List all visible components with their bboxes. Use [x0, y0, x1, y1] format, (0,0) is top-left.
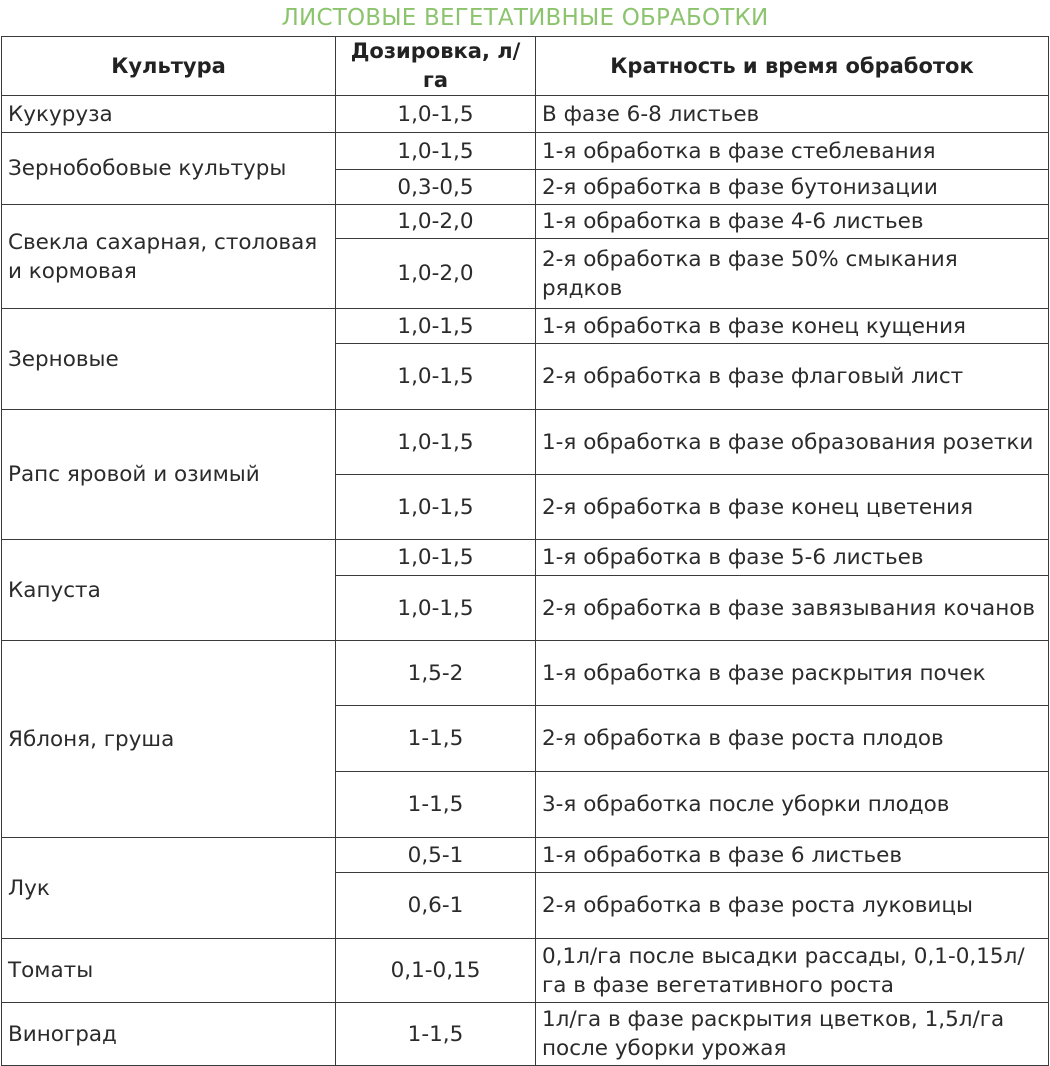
crop-cell: Рапс яровой и озимый	[2, 410, 336, 540]
crop-cell: Зернобобовые культуры	[2, 133, 336, 205]
table-row	[2, 939, 1049, 1003]
column-header-dosage: Дозировка, л/га	[336, 37, 536, 96]
page-title: ЛИСТОВЫЕ ВЕГЕТАТИВНЫЕ ОБРАБОТКИ	[281, 5, 769, 31]
schedule-cell: 2-я обработка в фазе бутонизации	[536, 170, 1049, 205]
schedule-cell: 1л/га в фазе раскрытия цветков, 1,5л/га после уборки урожая	[536, 1003, 1049, 1066]
schedule-cell: В фазе 6-8 листьев	[536, 96, 1049, 133]
schedule-cell: 1-я обработка в фазе 6 листьев	[536, 838, 1049, 873]
crop-cell: Зерновые	[2, 309, 336, 410]
table-row	[2, 540, 1049, 576]
crop-cell: Томаты	[2, 939, 336, 1003]
dosage-cell: 1-1,5	[336, 772, 536, 838]
dosage-cell: 1-1,5	[336, 1003, 536, 1066]
schedule-cell: 1-я обработка в фазе конец кущения	[536, 309, 1049, 344]
crop-cell: Виноград	[2, 1003, 336, 1066]
table-header-row	[2, 37, 1049, 96]
dosage-cell: 1-1,5	[336, 706, 536, 772]
dosage-cell: 0,3-0,5	[336, 170, 536, 205]
schedule-cell: 2-я обработка в фазе завязывания кочанов	[536, 576, 1049, 641]
dosage-cell: 0,6-1	[336, 873, 536, 939]
dosage-cell: 1,5-2	[336, 641, 536, 706]
crop-cell: Капуста	[2, 540, 336, 641]
table-row	[2, 205, 1049, 239]
table-body	[2, 96, 1049, 1066]
crop-cell: Кукуруза	[2, 96, 336, 133]
dosage-cell: 1,0-1,5	[336, 475, 536, 540]
schedule-cell: 1-я обработка в фазе стеблевания	[536, 133, 1049, 170]
dosage-cell: 1,0-2,0	[336, 239, 536, 309]
schedule-cell: 1-я обработка в фазе 5-6 листьев	[536, 540, 1049, 576]
dosage-cell: 1,0-1,5	[336, 410, 536, 475]
schedule-cell: 2-я обработка в фазе 50% смыкания рядков	[536, 239, 1049, 309]
crop-cell: Лук	[2, 838, 336, 939]
schedule-cell: 2-я обработка в фазе конец цветения	[536, 475, 1049, 540]
schedule-cell: 0,1л/га после высадки рассады, 0,1-0,15л/га в фазе вегетативного роста	[536, 939, 1049, 1003]
table-row	[2, 641, 1049, 706]
table-row	[2, 133, 1049, 170]
dosage-cell: 1,0-1,5	[336, 344, 536, 410]
dosage-cell: 1,0-1,5	[336, 540, 536, 576]
column-header-schedule: Кратность и время обработок	[536, 37, 1049, 96]
table-row	[2, 1003, 1049, 1066]
dosage-cell: 1,0-2,0	[336, 205, 536, 239]
schedule-cell: 1-я обработка в фазе раскрытия почек	[536, 641, 1049, 706]
dosage-cell: 1,0-1,5	[336, 576, 536, 641]
schedule-cell: 2-я обработка в фазе флаговый лист	[536, 344, 1049, 410]
table-row	[2, 838, 1049, 873]
crop-cell: Свекла сахарная, столовая и кормовая	[2, 205, 336, 309]
dosage-cell: 1,0-1,5	[336, 96, 536, 133]
schedule-cell: 1-я обработка в фазе образования розетки	[536, 410, 1049, 475]
dosage-cell: 0,5-1	[336, 838, 536, 873]
treatment-table	[1, 36, 1049, 1066]
schedule-cell: 2-я обработка в фазе роста плодов	[536, 706, 1049, 772]
dosage-cell: 0,1-0,15	[336, 939, 536, 1003]
schedule-cell: 2-я обработка в фазе роста луковицы	[536, 873, 1049, 939]
dosage-cell: 1,0-1,5	[336, 133, 536, 170]
crop-cell: Яблоня, груша	[2, 641, 336, 838]
dosage-cell: 1,0-1,5	[336, 309, 536, 344]
table-row	[2, 96, 1049, 133]
schedule-cell: 1-я обработка в фазе 4-6 листьев	[536, 205, 1049, 239]
schedule-cell: 3-я обработка после уборки плодов	[536, 772, 1049, 838]
table-row	[2, 410, 1049, 475]
column-header-crop: Культура	[2, 37, 336, 96]
table-row	[2, 309, 1049, 344]
